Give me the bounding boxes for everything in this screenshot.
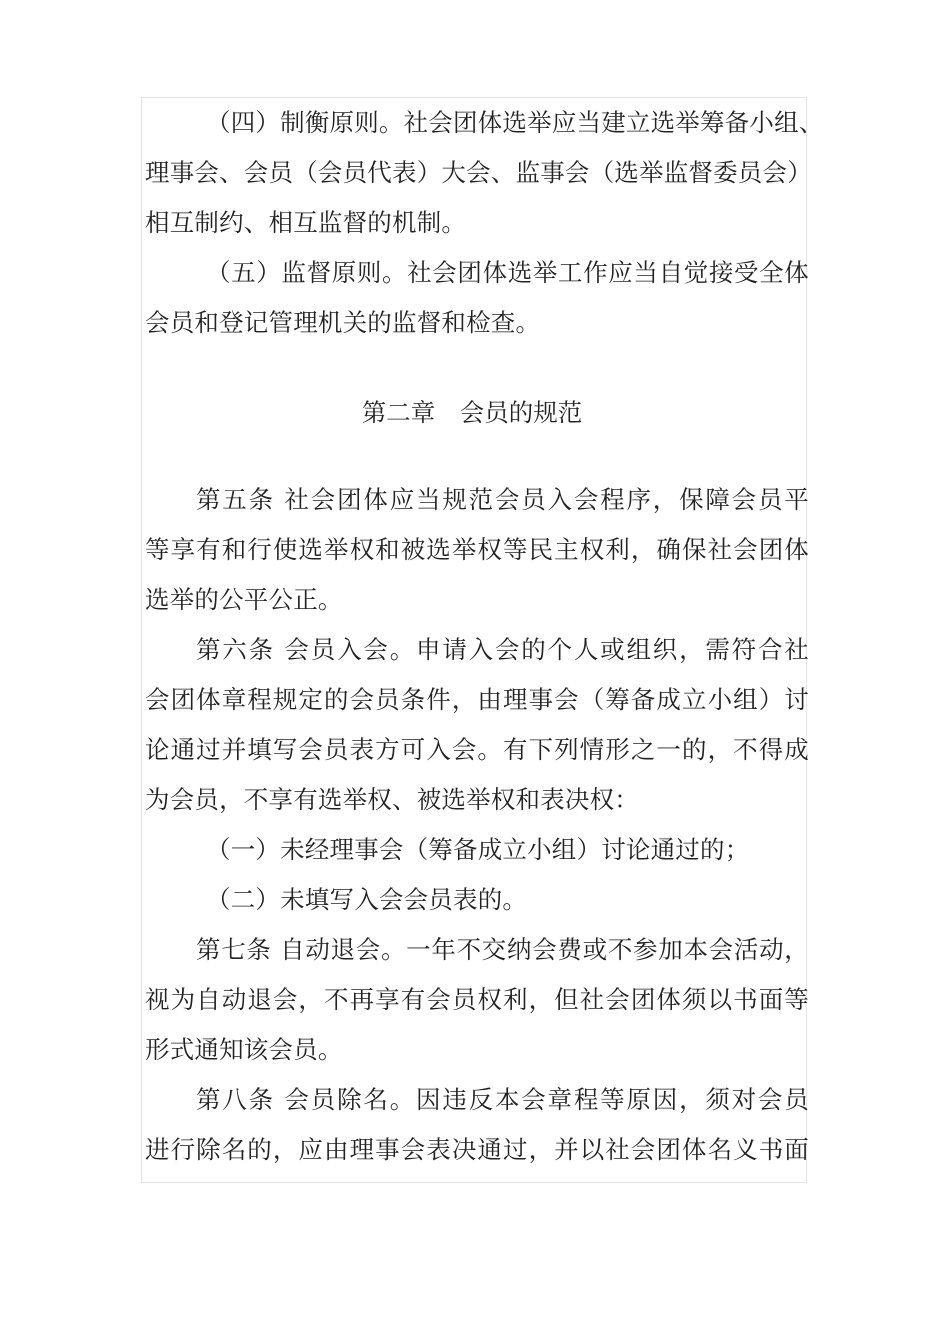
article-line: 第八条 会员除名。因违反本会章程等原因，须对会员 [196, 1085, 809, 1114]
text-line: 会员和登记管理机关的监督和检查。 [145, 308, 541, 337]
list-item: （一）未经理事会（筹备成立小组）讨论通过的； [206, 835, 750, 864]
text-line: 形式通知该会员。 [145, 1035, 343, 1064]
spacer [145, 348, 809, 388]
text-line: （四）制衡原则。社会团体选举应当建立选举筹备小组、 [206, 108, 824, 137]
spacer [145, 438, 809, 475]
document-body [145, 98, 824, 1175]
list-item: （二）未填写入会会员表的。 [206, 885, 528, 914]
text-line: 选举的公平公正。 [145, 585, 343, 614]
article-line: 第六条 会员入会。申请入会的个人或组织，需符合社 [196, 635, 809, 664]
text-line: 进行除名的，应由理事会表决通过，并以社会团体名义书面 [145, 1135, 809, 1164]
text-line: 论通过并填写会员表方可入会。有下列情形之一的，不得成 [145, 735, 809, 764]
text-line: 理事会、会员（会员代表）大会、监事会（选举监督委员会） [145, 158, 812, 187]
text-line: 会团体章程规定的会员条件，由理事会（筹备成立小组）讨 [145, 685, 809, 714]
text-line: 视为自动退会，不再享有会员权利，但社会团体须以书面等 [145, 985, 809, 1014]
article-line: 第五条 社会团体应当规范会员入会程序，保障会员平 [196, 485, 809, 514]
chapter-heading: 第二章 会员的规范 [361, 398, 583, 427]
text-line: 为会员，不享有选举权、被选举权和表决权： [145, 785, 639, 814]
text-line: （五）监督原则。社会团体选举工作应当自觉接受全体 [206, 258, 809, 287]
article-line: 第七条 自动退会。一年不交纳会费或不参加本会活动， [196, 935, 809, 964]
text-line: 相互制约、相互监督的机制。 [145, 208, 467, 237]
text-line: 等享有和行使选举权和被选举权等民主权利，确保社会团体 [145, 535, 809, 564]
